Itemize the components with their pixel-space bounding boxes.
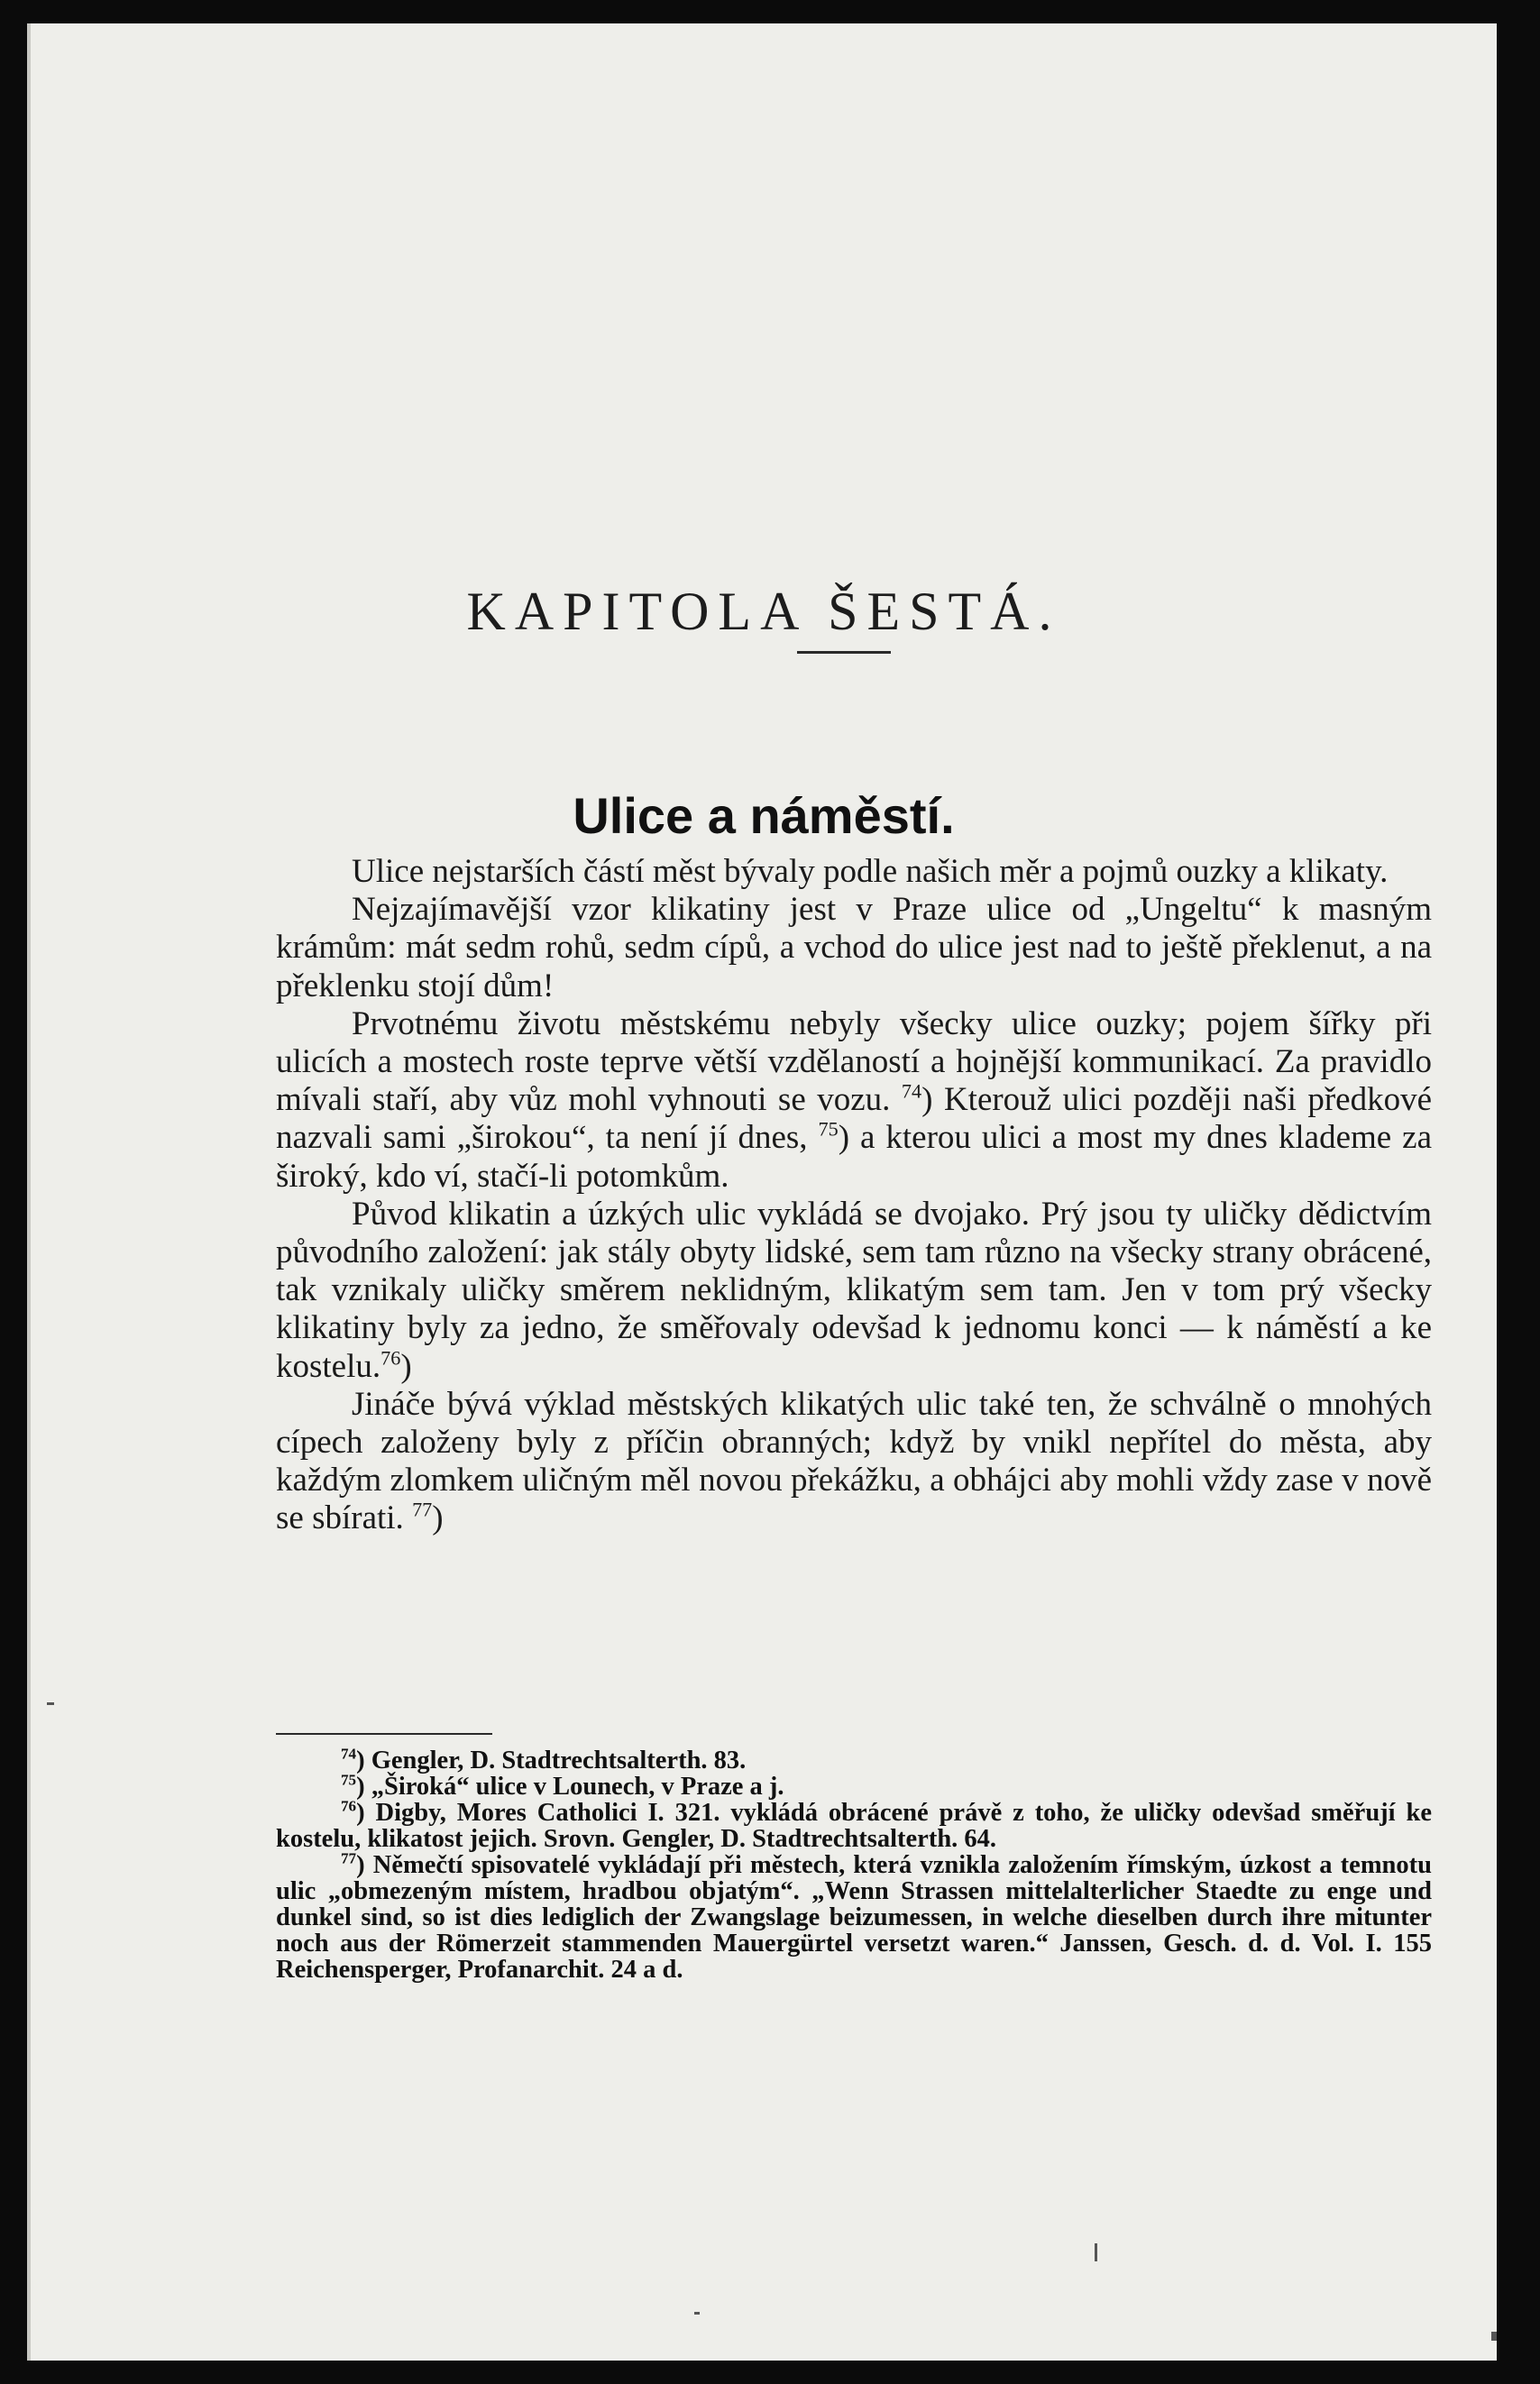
footnote-mark-74: 74 bbox=[341, 1745, 357, 1763]
footnote-77: $^{77}$) Němečtí spisovatelé vykládají při městech, která vznikla založením římským, úzkost a temnotu ulic „obmezeným místem, hradbou objatým“. „Wenn Strassen mittelalterlicher Staedte zu enge und dunkel sind, so ist dies lediglich der Zwangslage beizumessen, in welche dieselben durch ihre mitunter noch aus der Römerzeit stammenden Mauergürtel versetzt waren.“ Janssen, Gesch. d. d. Vol. I. 155 Reichensperger, Profanarchit. 24 a d. bbox=[276, 1849, 1432, 1984]
book-page bbox=[27, 23, 1497, 2361]
paragraph-3-part-3: a kterou ulici a most my dnes klademe za široký, kdo ví, stačí-li potomkům. bbox=[276, 1119, 1432, 1195]
footnote-77-text: Němečtí spisovatelé vykládají při městech, která vznikla založením římským, úzkost a temnotu ulic „obmezeným místem, hradbou objatým“. „Wenn Strassen mittelalterlicher Staedte zu enge und dunkel sind, so ist dies lediglich der Zwangslage beizumessen, in welche dieselben durch ihre mitunter noch aus der Römerzeit stammenden Mauergürtel versetzt waren.“ Janssen, Gesch. d. d. Vol. I. 155 Reichensperger, Profanarchit. 24 a d. bbox=[276, 1851, 1432, 1984]
footnote-74: $^{74}$) Gengler, D. Stadtrechtsalterth. 83. bbox=[341, 1745, 747, 1774]
footnote-75-text: „Široká“ ulice v Lounech, v Praze a j. bbox=[371, 1773, 784, 1801]
chapter-heading: KAPITOLA ŠESTÁ. bbox=[466, 582, 1061, 642]
scan-speck bbox=[694, 2312, 700, 2315]
footnote-ref-75: 75 bbox=[818, 1118, 839, 1142]
footnote-76-text: Digby, Mores Catholici I. 321. vykládá obrácené právě z toho, že uličky odevšad směřují ke kostelu, klikatost jejich. Srovn. Gengler, D. Stadtrechtsalterth. 64. bbox=[276, 1799, 1432, 1853]
footnote-mark-77: 77 bbox=[341, 1849, 357, 1867]
scan-speck bbox=[1491, 2332, 1497, 2341]
footnote-76: $^{76}$) Digby, Mores Catholici I. 321. vykládá obrácené právě z toho, že uličky odevšad směřují ke kostelu, klikatost jejich. Srovn. Gengler, D. Stadtrechtsalterth. 64. bbox=[276, 1797, 1432, 1853]
paragraph-3-part-2: Kterouž ulici později naši předkové nazvali sami „širokou“, ta není jí dnes, bbox=[276, 1081, 1433, 1157]
footnote-mark-76: 76 bbox=[341, 1797, 357, 1815]
footnote-mark-75: 75 bbox=[341, 1771, 357, 1789]
paragraph-5-text: Jináče bývá výklad městských klikatých ulic také ten, že schválně o mnohých cípech založeny byly z příčin obranných; když by vnikl nepřítel do města, aby každým zlomkem uličným měl novou překážku, a obhájci aby mohli vždy zase v nově se sbírati. bbox=[276, 1385, 1432, 1537]
footnote-ref-74: 74 bbox=[901, 1079, 922, 1103]
paragraph-3-part-1: Prvotnému životu městskému nebyly všecky ulice ouzky; pojem šířky při ulicích a mostech roste teprve větší vzdělaností a hojnější kommunikací. Za pravidlo mívali staří, aby vůz mohl vyhnouti se vozu. bbox=[276, 1004, 1432, 1119]
footnote-ref-76: 76 bbox=[380, 1346, 401, 1370]
scan-speck bbox=[1095, 2243, 1097, 2261]
section-title: Ulice a náměstí. bbox=[573, 787, 955, 845]
heading-divider bbox=[797, 651, 891, 654]
footnote-74-text: Gengler, D. Stadtrechtsalterth. 83. bbox=[371, 1747, 747, 1774]
scan-speck bbox=[47, 1702, 54, 1705]
footnote-75: $^{75}$) „Široká“ ulice v Lounech, v Praze a j. bbox=[341, 1771, 784, 1801]
paragraph-5: Jináče bývá výklad městských klikatých ulic také ten, že schválně o mnohých cípech založeny byly z příčin obranných; když by vnikl nepřítel do města, aby každým zlomkem uličným měl novou překážku, a obhájci aby mohli vždy zase v nově se sbírati. $^{77}$) bbox=[276, 1385, 1432, 1537]
paragraph-3: Prvotnému životu městskému nebyly všecky ulice ouzky; pojem šířky při ulicích a mostech roste teprve větší vzdělaností a hojnější kommunikací. Za pravidlo mívali staří, aby vůz mohl vyhnouti se vozu. $^{74}$) Kterouž ulici později naši předkové nazvali sami „širokou“, ta není jí dnes, $^{75}$) a kterou ulici a most my dnes klademe za široký, kdo ví, stačí-li potomkům. bbox=[276, 1004, 1433, 1195]
paragraph-2: Nejzajímavější vzor klikatiny jest v Praze ulice od „Ungeltu“ k masným krámům: mát sedm rohů, sedm cípů, a vchod do ulice jest nad to ještě překlenut, a na překlenku stojí dům! bbox=[276, 891, 1432, 1004]
footnotes bbox=[276, 1747, 1432, 1983]
footnote-divider bbox=[276, 1733, 492, 1735]
paragraph-1: Ulice nejstarších částí měst bývaly podle našich měr a pojmů ouzky a klikaty. bbox=[352, 853, 1389, 890]
paragraph-4: Původ klikatin a úzkých ulic vykládá se dvojako. Prý jsou ty uličky dědictvím původního založení: jak stály obyty lidské, sem tam různo na všecky strany obrácené, tak vznikaly uličky směrem neklidným, klikatým sem tam. Jen v tom prý všecky klikatiny byly za jedno, že směřovaly odevšad k jednomu konci — k náměstí a ke kostelu.$^{76}$) bbox=[276, 1195, 1432, 1385]
footnote-ref-77: 77 bbox=[412, 1499, 433, 1522]
main-text bbox=[276, 853, 1432, 1538]
paragraph-4-text: Původ klikatin a úzkých ulic vykládá se dvojako. Prý jsou ty uličky dědictvím původního založení: jak stály obyty lidské, sem tam různo na všecky strany obrácené, tak vznikaly uličky směrem neklidným, klikatým sem tam. Jen v tom prý všecky klikatiny byly za jedno, že směřovaly odevšad k jednomu konci — k náměstí a ke kostelu. bbox=[276, 1195, 1432, 1385]
